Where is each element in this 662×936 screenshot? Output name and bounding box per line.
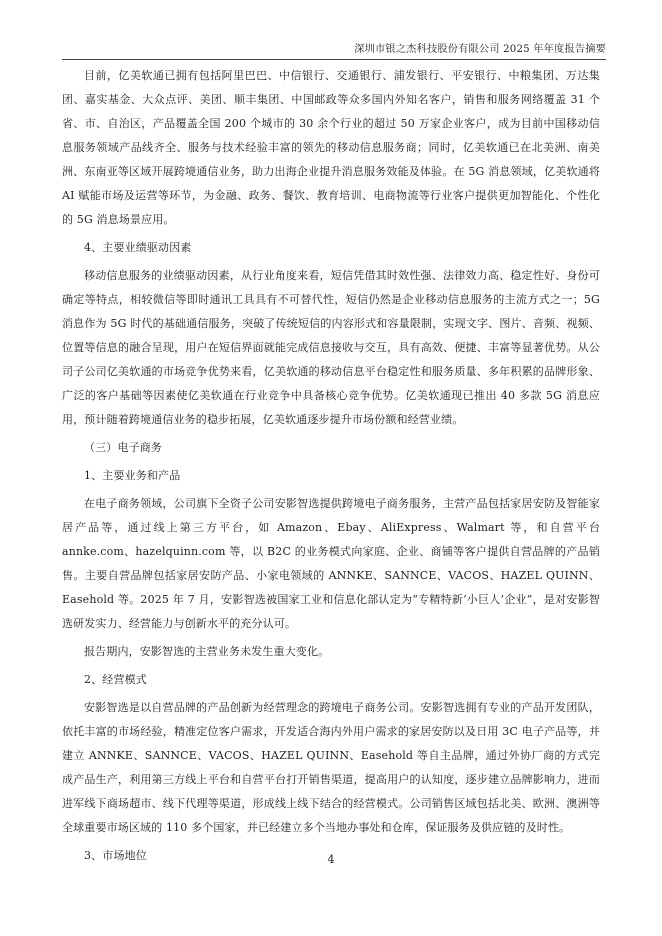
document-body bbox=[62, 64, 600, 868]
paragraph-customers: 目前，亿美软通已拥有包括阿里巴巴、中信银行、交通银行、浦发银行、平安银行、中粮集团、万达集团、嘉实基金、大众点评、美团、顺丰集团、中国邮政等众多国内外知名客户，销售和服务网络覆盖 31 个省、市、自治区，产品覆盖全国 200 个城市的 30 余个行业的超过 50 万家企业客户，成为目前中国移动信息服务领域产品线齐全、服务与技术经验丰富的领先的移动信息服务商；同时，亿美软通已在北美洲、南美洲、东南亚等区域开展跨境通信业务，助力出海企业提升消息服务效能及体验。在 5G 消息领域，亿美软通将 AI 赋能市场及运营等环节，为金融、政务、餐饮、教育培训、电商物流等行业客户提供更加智能化、个性化的 5G 消息场景应用。 bbox=[62, 69, 600, 226]
paragraph-drivers: 移动信息服务的业绩驱动因素，从行业角度来看，短信凭借其时效性强、法律效力高、稳定性好、身份可确定等特点，相较微信等即时通讯工具具有不可替代性，短信仍然是企业移动信息服务的主流方式之一；5G 消息作为 5G 时代的基础通信服务，突破了传统短信的内容形式和容量限制，实现文字、图片、音频、视频、位置等信息的融合呈现，用户在短信界面就能完成信息接收与交互，具有高效、便捷、丰富等显著优势。从公司子公司亿美软通的市场竞争优势来看，亿美软通的移动信息平台稳定性和服务质量、多年积累的品牌形象、广泛的客户基础等因素使亿美软通在行业竞争中具备核心竞争优势。亿美软通现已推出 40 多款 5G 消息应用，预计随着跨境通信业务的稳步拓展，亿美软通逐步提升市场份额和经营业绩。 bbox=[62, 269, 600, 426]
page-number: 4 bbox=[327, 853, 335, 866]
page-header: 深圳市银之杰科技股份有限公司 2025 年年度报告摘要 bbox=[62, 40, 606, 60]
paragraph-no-change: 报告期内，安影智选的主营业务未发生重大变化。 bbox=[84, 645, 330, 658]
paragraph-business-model: 安影智选是以自营品牌的产品创新为经营理念的跨境电子商务公司。安影智选拥有专业的产品开发团队，依托丰富的市场经验，精准定位客户需求，开发适合海内外用户需求的家居安防以及日用 3C 电子产品等，并建立 ANNKE、SANNCE、VACOS、HAZEL QUINN、Easehold 等自主品牌，通过外协厂商的方式完成产品生产，利用第三方线上平台和自营平台打开销售渠道，提高用户的认知度，逐步建立品牌影响力，进而进军线下商场超市、线下代理等渠道，形成线上线下结合的经营模式。公司销售区域包括北美、欧洲、澳洲等全球重要市场区域的 110 多个国家，并已经建立多个当地办事处和仓库，保证服务及供应链的及时性。 bbox=[62, 701, 600, 834]
paragraph-ecommerce-products: 在电子商务领域，公司旗下全资子公司安影智选提供跨境电子商务服务，主营产品包括家居安防及智能家居产品等，通过线上第三方平台，如 Amazon、Ebay、AliExpress、Walmart 等，和自营平台 annke.com、hazelquinn.com 等，以 B2C 的业务模式向家庭、企业、商铺等客户提供自营品牌的产品销售。主要自营品牌包括家居安防产品、小家电领域的 ANNKE、SANNCE、VACOS、HAZEL QUINN、Easehold 等。2025 年 7 月，安影智选被国家工业和信息化部认定为“专精特新‘小巨人’企业”，是对安影智选研发实力、经营能力与创新水平的充分认可。 bbox=[62, 497, 600, 630]
heading-ecommerce: （三）电子商务 bbox=[84, 441, 163, 454]
heading-market-position: 3、市场地位 bbox=[84, 849, 147, 862]
heading-performance-drivers: 4、主要业绩驱动因素 bbox=[84, 241, 192, 254]
heading-business-model: 2、经营模式 bbox=[84, 673, 147, 686]
heading-main-business: 1、主要业务和产品 bbox=[84, 469, 181, 482]
